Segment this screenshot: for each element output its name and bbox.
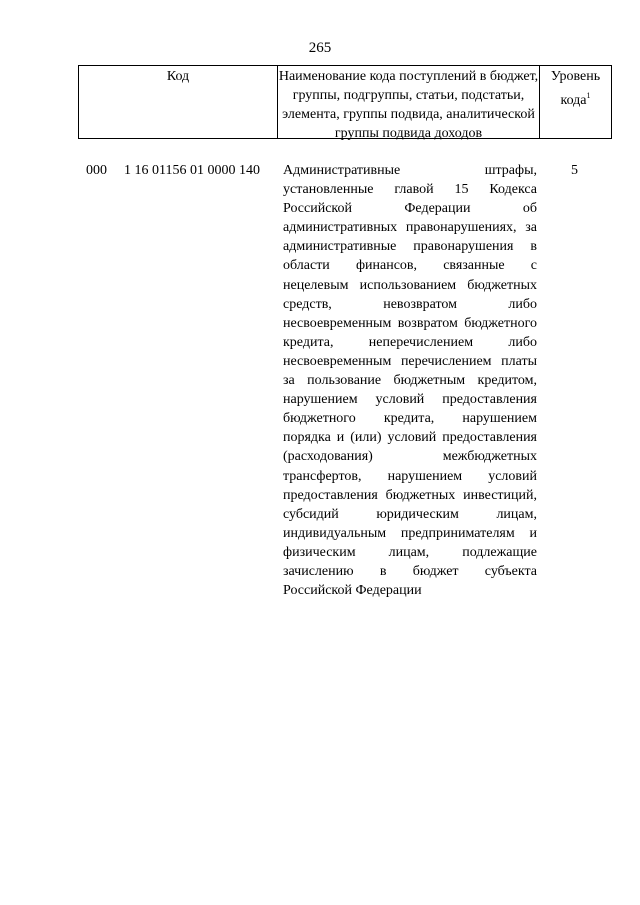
revenue-name-cell: Административные штрафы, установленные главой 15 Кодекса Российской Федерации об административных правонарушениях, за административные правонарушения в области финансов, связанные с нецелевым использованием бюджетных средств, невозвратом либо несвоевременным возвратом бюджетного кредита, неперечислением либо несвоевременным перечислением платы за пользование бюджетным кредитом, нарушением условий предоставления бюджетного кредита, нарушением порядка и (или) условий предоставления (расходования) межбюджетных трансфертов, нарушением условий предоставления бюджетных инвестиций, субсидий юридическим лицам, индивидуальным предпринимателям и физическим лицам, подлежащие зачислению в бюджет субъекта Российской Федерации bbox=[283, 163, 537, 599]
header-level-label: Уровень кода bbox=[550, 69, 601, 108]
page-number: 265 bbox=[308, 40, 332, 56]
table-header bbox=[78, 65, 612, 139]
header-level-footnote: 1 bbox=[586, 91, 591, 100]
code-level-cell: 5 bbox=[571, 163, 578, 178]
header-code: Код bbox=[79, 66, 278, 138]
header-level bbox=[540, 66, 611, 138]
revenue-code-cell: 1 16 01156 01 0000 140 bbox=[124, 163, 260, 178]
header-name: Наименование кода поступлений в бюджет, группы, подгруппы, статьи, подстатьи, элемента, группы подвида, аналитической группы подвида доходов bbox=[278, 66, 540, 138]
admin-code-cell: 000 bbox=[86, 163, 107, 178]
